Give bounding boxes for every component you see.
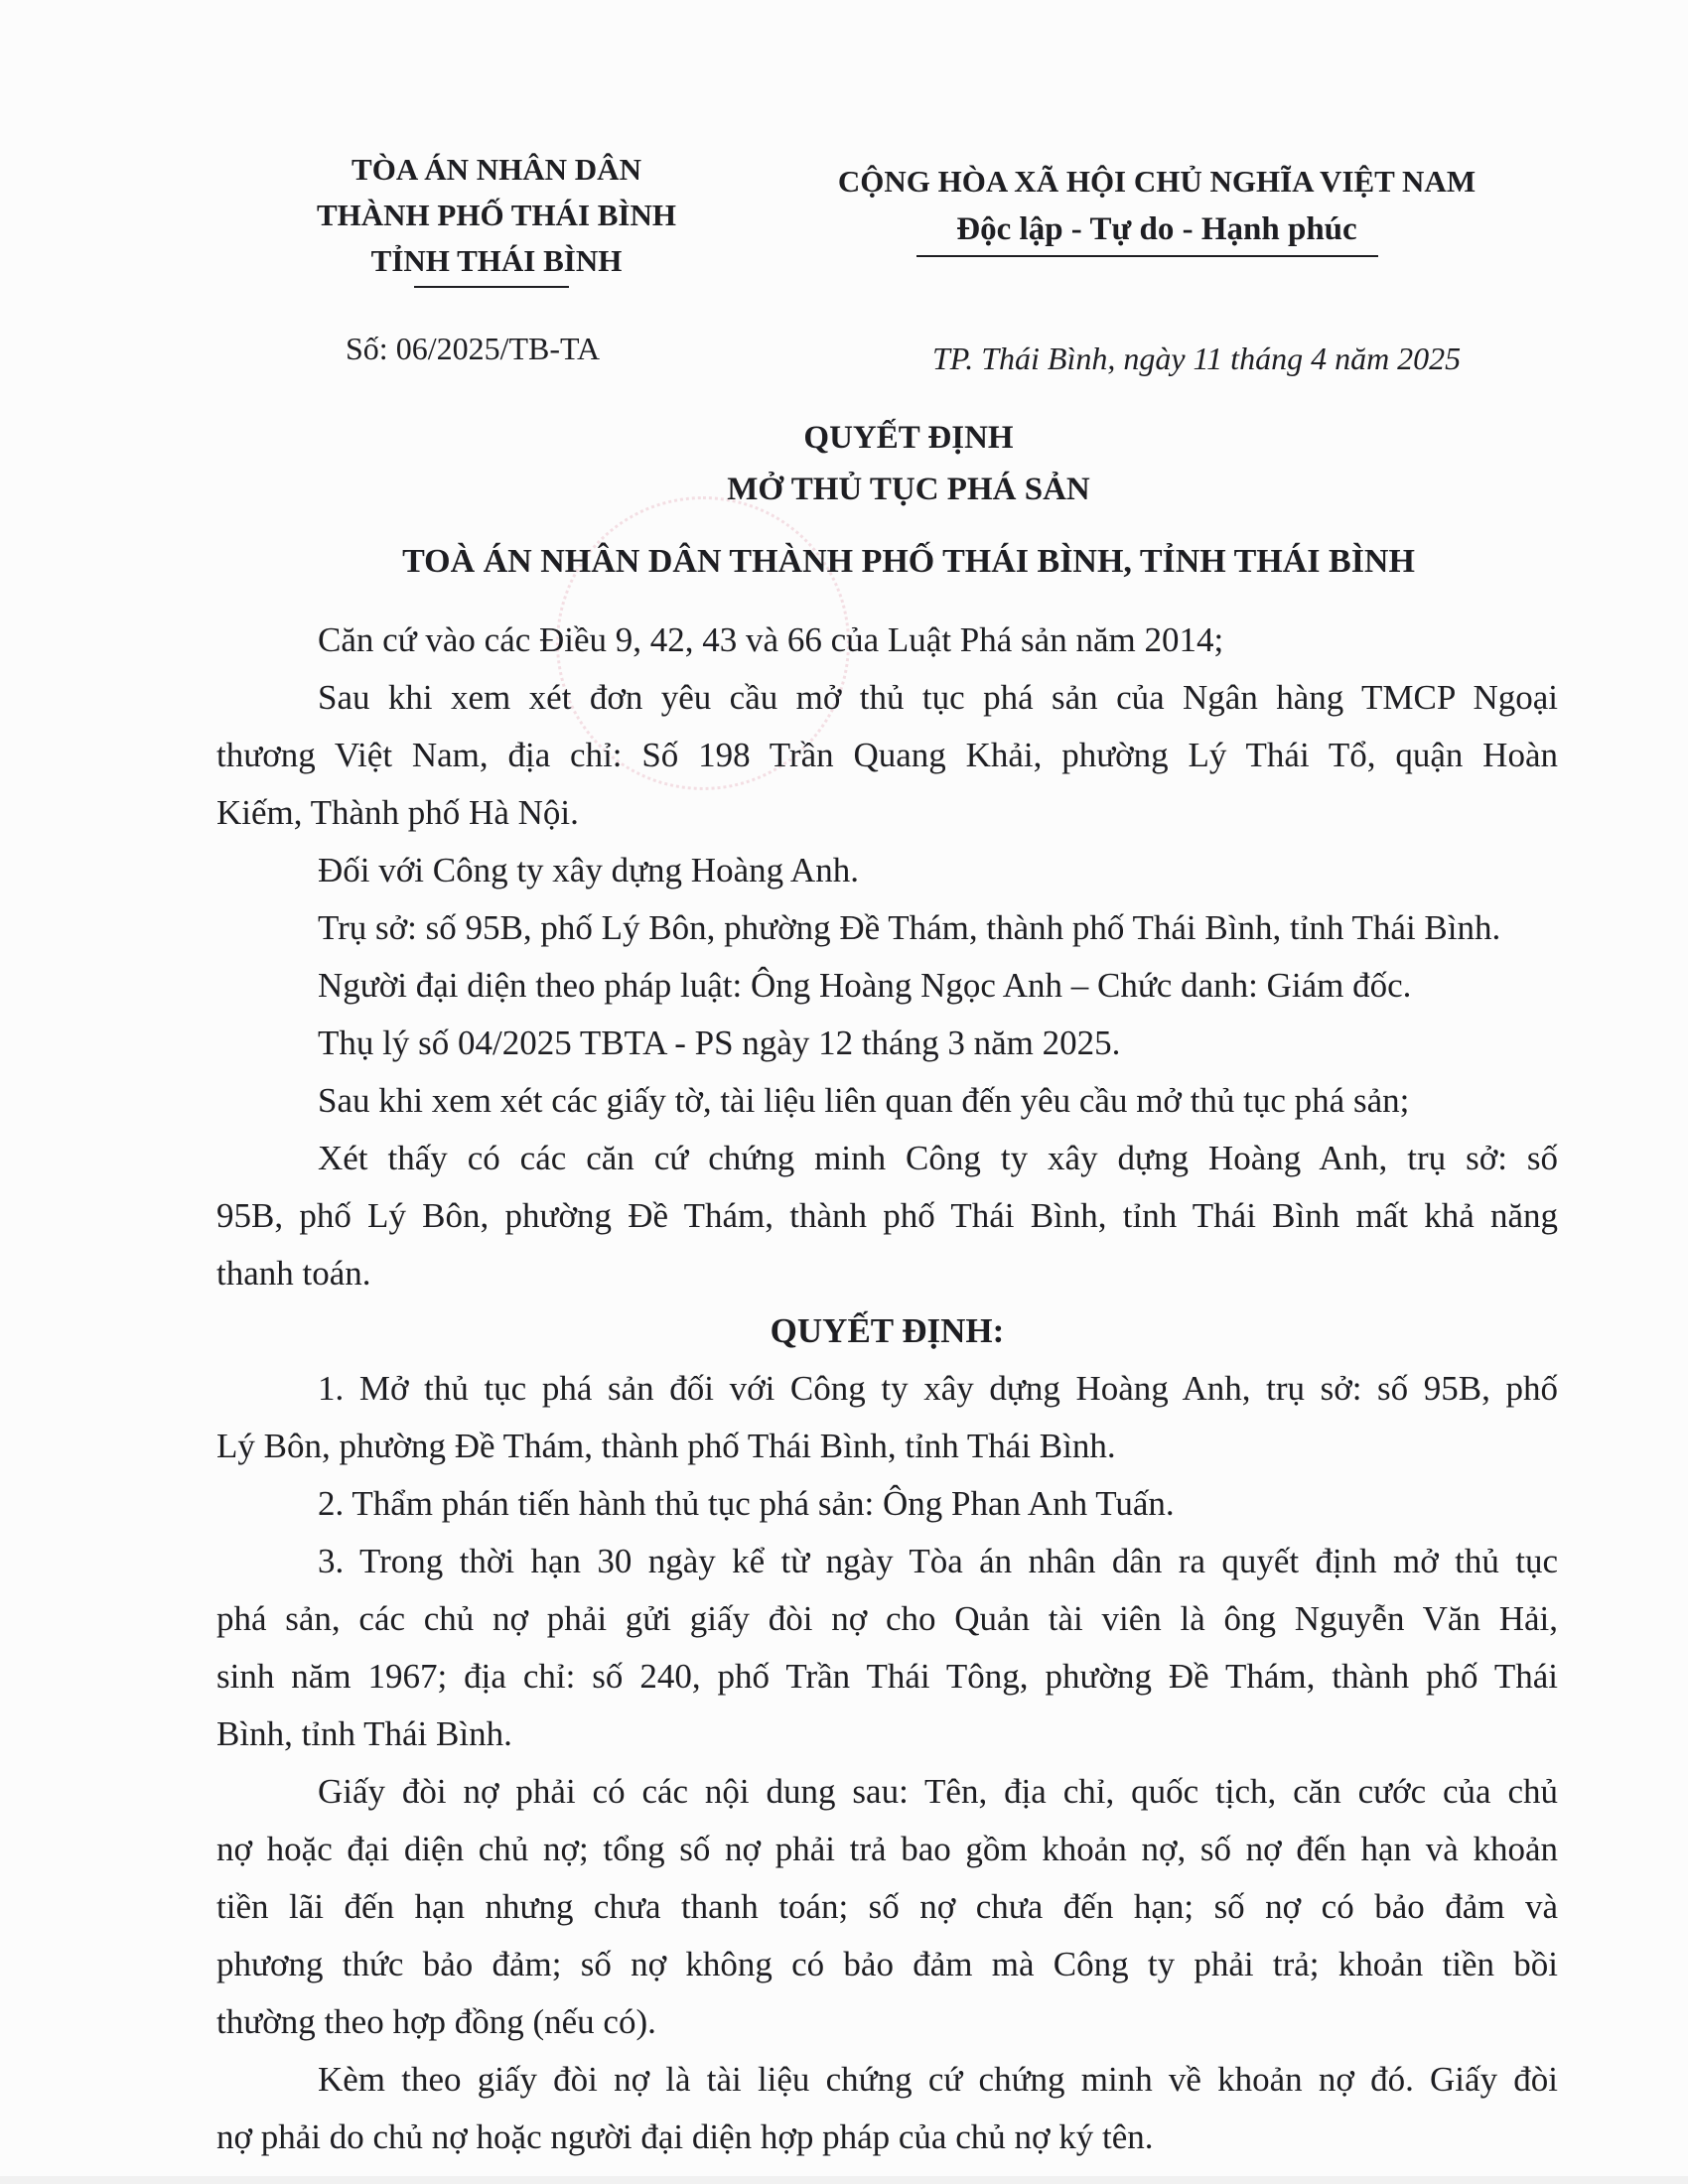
body-line: 3. Trong thời hạn 30 ngày kể từ ngày Tòa án nhân dân ra quyết định mở thủ tục xyxy=(318,1542,1558,1580)
document-number: Số: 06/2025/TB-TA xyxy=(346,331,601,366)
national-heading xyxy=(794,159,1519,254)
place-and-date: TP. Thái Bình, ngày 11 tháng 4 năm 2025 xyxy=(932,341,1462,376)
body-line: 95B, phố Lý Bôn, phường Đề Thám, thành phố Thái Bình, tỉnh Thái Bình mất khả năng xyxy=(216,1196,1558,1235)
document-type: QUYẾT ĐỊNH xyxy=(803,420,1014,456)
body-line: phá sản, các chủ nợ phải gửi giấy đòi nợ cho Quản tài viên là ông Nguyễn Văn Hải, xyxy=(216,1599,1558,1638)
body-line: sinh năm 1967; địa chỉ: số 240, phố Trần Thái Tông, phường Đề Thám, thành phố Thái xyxy=(216,1657,1558,1696)
authority-line-3: TỈNH THÁI BÌNH xyxy=(370,243,623,278)
authority-line-2: THÀNH PHỐ THÁI BÌNH xyxy=(316,198,676,232)
body-line: thương Việt Nam, địa chỉ: Số 198 Trần Quang Khải, phường Lý Thái Tổ, quận Hoàn xyxy=(216,736,1558,774)
body-line: nợ hoặc đại diện chủ nợ; tổng số nợ phải trả bao gồm khoản nợ, số nợ đến hạn và khoản xyxy=(216,1830,1558,1868)
body-line: Trụ sở: số 95B, phố Lý Bôn, phường Đề Thám, thành phố Thái Bình, tỉnh Thái Bình. xyxy=(318,908,1501,947)
body-line: thường theo hợp đồng (nếu có). xyxy=(216,2002,656,2041)
body-line: thanh toán. xyxy=(216,1254,371,1293)
body-line: Sau khi xem xét các giấy tờ, tài liệu liên quan đến yêu cầu mở thủ tục phá sản; xyxy=(318,1081,1410,1120)
document-body xyxy=(216,612,1558,2166)
issuing-authority xyxy=(298,147,695,284)
body-line: Thụ lý số 04/2025 TBTA - PS ngày 12 tháng 3 năm 2025. xyxy=(318,1024,1121,1062)
body-line: Sau khi xem xét đơn yêu cầu mở thủ tục phá sản của Ngân hàng TMCP Ngoại xyxy=(318,678,1558,717)
document-subject: MỞ THỦ TỤC PHÁ SẢN xyxy=(727,472,1090,507)
page-edge xyxy=(0,2176,1688,2184)
body-line: Đối với Công ty xây dựng Hoàng Anh. xyxy=(318,851,859,889)
body-line: tiền lãi đến hạn nhưng chưa thanh toán; số nợ chưa đến hạn; số nợ có bảo đảm và xyxy=(216,1887,1558,1926)
body-line: Người đại diện theo pháp luật: Ông Hoàng Ngọc Anh – Chức danh: Giám đốc. xyxy=(318,966,1412,1005)
body-line: Xét thấy có các căn cứ chứng minh Công ty xây dựng Hoàng Anh, trụ sở: số xyxy=(318,1139,1558,1177)
court-name: TOÀ ÁN NHÂN DÂN THÀNH PHỐ THÁI BÌNH, TỈNH THÁI BÌNH xyxy=(402,543,1415,580)
national-title: CỘNG HÒA XÃ HỘI CHỦ NGHĨA VIỆT NAM xyxy=(837,164,1477,199)
authority-underline xyxy=(414,286,569,288)
body-line: 1. Mở thủ tục phá sản đối với Công ty xây dựng Hoàng Anh, trụ sở: số 95B, phố xyxy=(318,1369,1558,1408)
body-line: nợ phải do chủ nợ hoặc người đại diện hợp pháp của chủ nợ ký tên. xyxy=(216,2117,1154,2156)
body-line: 2. Thẩm phán tiến hành thủ tục phá sản: Ông Phan Anh Tuấn. xyxy=(318,1484,1175,1523)
body-line: Bình, tỉnh Thái Bình. xyxy=(216,1714,512,1753)
national-motto: Độc lập - Tự do - Hạnh phúc xyxy=(956,211,1357,247)
motto-underline xyxy=(916,255,1378,257)
body-line: phương thức bảo đảm; số nợ không có bảo đảm mà Công ty phải trả; khoản tiền bồi xyxy=(216,1945,1558,1983)
body-line: Lý Bôn, phường Đề Thám, thành phố Thái Bình, tỉnh Thái Bình. xyxy=(216,1427,1116,1465)
body-line: Căn cứ vào các Điều 9, 42, 43 và 66 của Luật Phá sản năm 2014; xyxy=(318,620,1224,659)
authority-line-1: TÒA ÁN NHÂN DÂN xyxy=(352,152,641,187)
body-line: Kiếm, Thành phố Hà Nội. xyxy=(216,793,579,832)
body-line: Kèm theo giấy đòi nợ là tài liệu chứng cứ chứng minh về khoản nợ đó. Giấy đòi xyxy=(318,2060,1558,2099)
decision-heading: QUYẾT ĐỊNH: xyxy=(770,1311,1005,1350)
body-line: Giấy đòi nợ phải có các nội dung sau: Tên, địa chỉ, quốc tịch, căn cước của chủ xyxy=(318,1772,1558,1811)
